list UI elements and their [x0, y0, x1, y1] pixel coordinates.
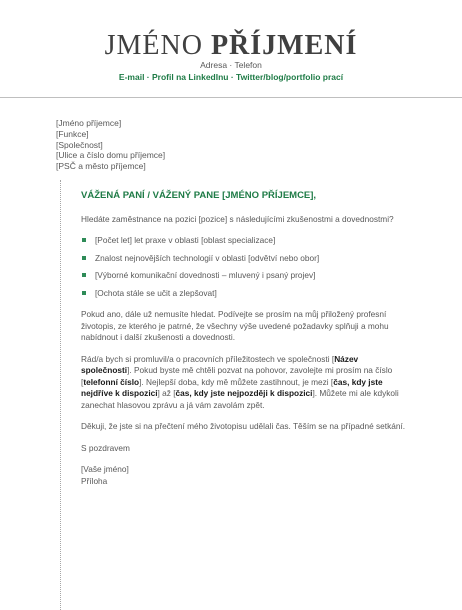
para3-text-d: ] až [: [157, 388, 176, 398]
para3-text-c: ]. Nejlepší doba, kdy mě můžete zastihnout, je mezi [: [139, 376, 334, 387]
list-item-text: Znalost nejnovějších technologií v oblasti [odvětví nebo obor]: [95, 252, 320, 263]
letter-body: [81, 190, 411, 487]
list-item-text: [Výborné komunikační dovednosti – mluvený i psaný projev]: [95, 270, 316, 280]
dotted-margin-line: [60, 180, 61, 610]
closing: S pozdravem: [81, 442, 130, 453]
para3-text-b: ]. Pokud byste mě chtěli pozvat na pohovor, zavolejte mi prosím na číslo [: [81, 365, 393, 387]
list-item: [81, 253, 411, 265]
recipient-block: [56, 118, 165, 172]
paragraph-thanks: Děkuji, že jste si na přečtení mého životopisu udělali čas. Těším se na případné setkání.: [81, 421, 406, 431]
bullet-icon: [82, 291, 86, 295]
list-item: [81, 235, 411, 247]
first-name: JMÉNO: [104, 30, 203, 61]
recipient-street: [Ulice a číslo domu příjemce]: [56, 150, 166, 161]
attachment-label: Příloha: [81, 475, 108, 486]
list-item-text: [Počet let] let praxe v oblasti [oblast specializace]: [95, 235, 276, 245]
address-phone: Adresa · Telefon: [200, 60, 262, 70]
signature-name: [Vaše jméno]: [81, 464, 129, 474]
recipient-company: [Společnost]: [56, 139, 103, 150]
earliest-time-placeholder: čas, kdy jste nejdříve k dispozici: [81, 376, 383, 398]
paragraph-contact: [81, 354, 411, 412]
company-placeholder: Název společnosti: [81, 353, 359, 375]
sender-name: [0, 30, 462, 62]
recipient-name: [Jméno příjemce]: [56, 118, 122, 128]
list-item: [81, 288, 411, 300]
salutation: VÁŽENÁ PANÍ / VÁŽENÝ PANE [JMÉNO PŘÍJEMCE],: [81, 190, 317, 201]
contact-links: E-mail · Profil na LinkedInu · Twitter/blog/portfolio prací: [118, 72, 344, 82]
para3-text-a: Rád/a bych si promluvil/a o pracovních příležitostech ve společnosti [: [81, 353, 335, 364]
recipient-city: [PSČ a město příjemce]: [56, 161, 146, 172]
bullet-icon: [82, 273, 86, 277]
phone-placeholder: telefonní číslo: [83, 376, 140, 387]
bullet-icon: [82, 238, 86, 242]
header-divider: [0, 97, 462, 98]
bullet-icon: [82, 256, 86, 260]
paragraph-qualifications: Pokud ano, dále už nemusíte hledat. Podívejte se prosím na můj přiložený profesní životopis, ze kterého je patrné, že všechny výše uvedené požadavky splňuji a mohu nabídnout i další zkušenosti a dovednosti.: [81, 309, 389, 342]
list-item: [81, 270, 411, 282]
qualification-list: [81, 235, 411, 299]
last-name: PŘÍJMENÍ: [210, 30, 358, 61]
latest-time-placeholder: čas, kdy jste nejpozději k dispozici: [175, 388, 313, 398]
list-item-text: [Ochota stále se učit a zlepšovat]: [95, 287, 217, 298]
intro-paragraph: Hledáte zaměstnance na pozici [pozice] s následujícími zkušenostmi a dovednostmi?: [81, 213, 394, 224]
recipient-title: [Funkce]: [56, 128, 89, 139]
para3-text-e: ]. Můžete mi ale kdykoli zanechat hlasovou zprávu a já vám zavolám zpět.: [81, 388, 399, 410]
